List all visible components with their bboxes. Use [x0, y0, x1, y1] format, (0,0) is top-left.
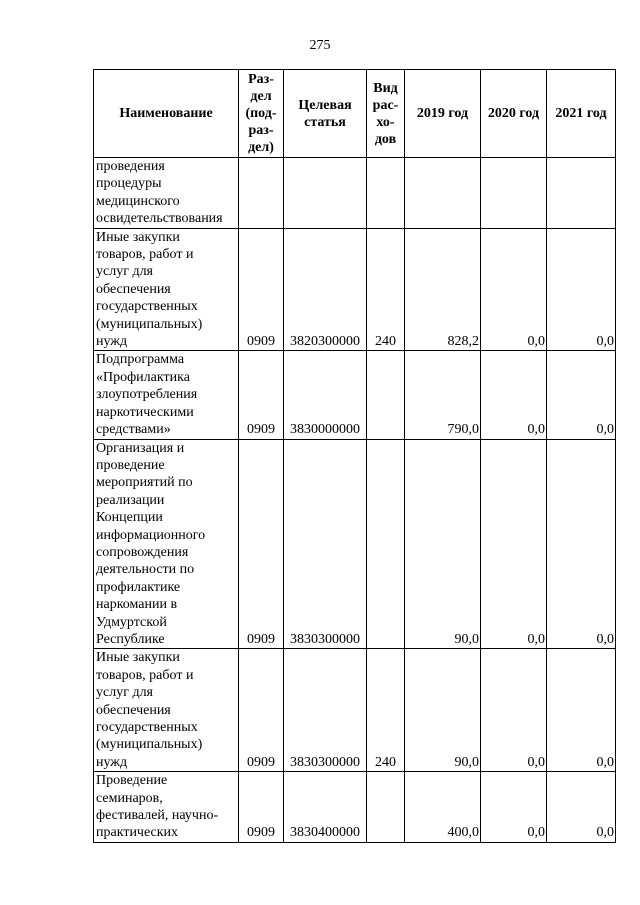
- row-2019: 90,0: [405, 439, 481, 649]
- header-2019: 2019 год: [405, 70, 481, 158]
- row-target: 3830000000: [284, 351, 367, 439]
- header-row: [94, 70, 616, 158]
- row-2019: [405, 158, 481, 229]
- header-target: Целевая статья: [284, 70, 367, 158]
- row-section: 0909: [239, 772, 284, 843]
- row-target: 3830300000: [284, 649, 367, 772]
- row-name: Проведение семинаров, фестивалей, научно- практических: [94, 772, 239, 843]
- row-name: Иные закупки товаров, работ и услуг для обеспечения государственных (муниципальных) нужд: [94, 228, 239, 351]
- row-name: Иные закупки товаров, работ и услуг для обеспечения государственных (муниципальных) нужд: [94, 649, 239, 772]
- header-section: Раз- дел (под- раз- дел): [239, 70, 284, 158]
- table-row: [94, 228, 616, 351]
- row-section: [239, 158, 284, 229]
- row-2020: [481, 158, 547, 229]
- row-2021: 0,0: [547, 439, 616, 649]
- row-2021: 0,0: [547, 351, 616, 439]
- row-name: проведения процедуры медицинского освидетельствования: [94, 158, 239, 229]
- row-section: 0909: [239, 351, 284, 439]
- row-target: 3830400000: [284, 772, 367, 843]
- row-2021: [547, 158, 616, 229]
- row-2019: 828,2: [405, 228, 481, 351]
- row-expense-type: [367, 351, 405, 439]
- row-2020: 0,0: [481, 228, 547, 351]
- header-2020: 2020 год: [481, 70, 547, 158]
- row-2021: 0,0: [547, 772, 616, 843]
- row-expense-type: [367, 772, 405, 843]
- table-row: [94, 649, 616, 772]
- table-row: [94, 439, 616, 649]
- budget-table: [93, 69, 616, 843]
- row-target: 3830300000: [284, 439, 367, 649]
- row-2020: 0,0: [481, 351, 547, 439]
- row-expense-type: 240: [367, 649, 405, 772]
- row-2020: 0,0: [481, 439, 547, 649]
- table-row: [94, 158, 616, 229]
- table-row: [94, 351, 616, 439]
- row-name: Подпрограмма «Профилактика злоупотребления наркотическими средствами»: [94, 351, 239, 439]
- page-number: 275: [309, 38, 331, 53]
- row-expense-type: 240: [367, 228, 405, 351]
- row-section: 0909: [239, 649, 284, 772]
- row-section: 0909: [239, 228, 284, 351]
- row-2019: 90,0: [405, 649, 481, 772]
- row-expense-type: [367, 439, 405, 649]
- row-target: 3820300000: [284, 228, 367, 351]
- row-2021: 0,0: [547, 649, 616, 772]
- row-2019: 400,0: [405, 772, 481, 843]
- row-section: 0909: [239, 439, 284, 649]
- header-expense-type: Вид рас- хо- дов: [367, 70, 405, 158]
- row-name: Организация и проведение мероприятий по реализации Концепции информационного сопровождения деятельности по профилактике наркомании в Удмуртской Республике: [94, 439, 239, 649]
- table-row: [94, 772, 616, 843]
- row-expense-type: [367, 158, 405, 229]
- row-2020: 0,0: [481, 772, 547, 843]
- header-name: Наименование: [94, 70, 239, 158]
- row-2021: 0,0: [547, 228, 616, 351]
- row-2020: 0,0: [481, 649, 547, 772]
- row-target: [284, 158, 367, 229]
- row-2019: 790,0: [405, 351, 481, 439]
- header-2021: 2021 год: [547, 70, 616, 158]
